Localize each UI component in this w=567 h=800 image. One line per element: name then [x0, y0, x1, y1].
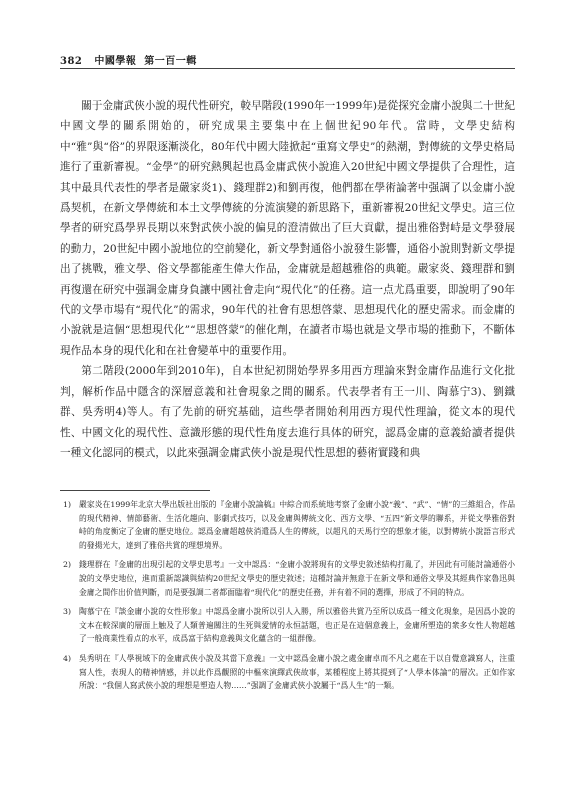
- footnote: [60, 652, 515, 693]
- body-text: [60, 96, 515, 463]
- footnote-number: 3): [63, 607, 72, 617]
- footnote-text: 吳秀明在『人學視域下的金庸武俠小說及其當下意義』一文中認爲金庸小說之處金庸卓而不凡之處在于以自覺意識寫人，注重寫人性，表現人的精神情感，并以此作爲觀照的中樞來演繹武俠故事，某種程度上將其提到了“人學本体論”的層次。正如作家所說：“我個人寫武俠小說的理想是塑造人物……”强調了金庸武俠小說屬于“爲人生”的一類。: [79, 653, 515, 691]
- footnote-text: 嚴家炎在1999年北京大學出版社出版的『金庸小說論稿』中綜合而系統地考察了金庸小說“義”、“武”、“情”的三維組合，作品的現代精神、情節藝術、生活化趨向、影劇式技巧，以及金庸與傳統文化、西方文學、“五四”新文學的聯系，并從文學雅俗對峙的角度衡定了金庸的歷史地位。認爲金庸超越俠消遣爲人生的傳統，以超凡的天馬行空的想象才能，以對傳統小說語言形式的發揚光大，達到了雅俗共賞的理想境界。: [79, 500, 515, 550]
- footnote: [60, 498, 515, 552]
- issue-label: 第一百一輯: [144, 56, 197, 67]
- page-number: 382: [60, 56, 83, 67]
- paragraph: 第二階段(2000年到2010年)，自本世紀初開始學界多用西方理論來對金庸作品進行文化批判，解析作品中隱含的深層意義和社會現象之間的關系。代表學者有王一川、陶慕宁3)、劉鐵群、吳秀明4)等人。有了先前的研究基础，這些學者開始利用西方現代性理論，從文本的現代性、中國文化的現代性、意識形態的現代性角度去進行具体的研究，認爲金庸的意義給讀者提供一種文化認同的模式，以此來强調金庸武俠小說是現代性思想的藝術實踐和典: [60, 365, 515, 459]
- footnote-number: 2): [63, 560, 72, 570]
- journal-title: 中國學報: [94, 56, 137, 67]
- paragraph: 關于金庸武俠小說的現代性研究，較早階段(1990年一1999年)是從探究金庸小說與二十世紀中國文學的關系開始的，研究成果主要集中在上個世紀90年代。當時，文學史結构中“雅”與“俗”的界限逐漸淡化，80年代中國大陸掀起“重寫文學史”的熱潮，對傳統的文學史格局進行了重新審視。“金學”的研究熱興起也爲金庸武俠小說進入20世紀中國文學提供了合理性，這其中最具代表性的學者是嚴家炎1)、錢理群2)和劉再復，他們都在學術論著中强調了以金庸小說爲契机，在新文學傳統和本土文學傳統的分流演變的新思路下，重新審視20世紀文學史。這三位學者的研究爲學界長期以來對武俠小說的偏見的澄清做出了巨大貢獻，提出雅俗對峙是文學發展的動力，20世紀中國小說地位的空前變化，新文學對通俗小說發生影響，通俗小說則對新文學提出了挑戰，雅文學、俗文學都能產生偉大作品，金庸就是超越雅俗的典範。嚴家炎、錢理群和劉再復還在研究中强調金庸身負讓中國社會走向“現代化”的任務。這一点尤爲重要，即說明了90年代的文學市場有“現代化”的需求，90年代的社會有思想啓蒙、思想現代化的歷史需求。而金庸的小說就是這個“思想現代化”“思想啓蒙”的催化劑，在讀者市場也就是文學市場的推動下，不斷体現作品本身的現代化和在社會變革中的重要作用。: [60, 100, 515, 357]
- page-header: [60, 52, 515, 68]
- header-divider: [60, 68, 515, 69]
- footnote: [60, 558, 515, 599]
- footnote-divider: [60, 490, 210, 491]
- footnote-text: 錢理群在『金庸的出現引起的文學史思考』一文中認爲：“金庸小說將現有的文學史敘述結构打亂了，并因此有可能討論通俗小說的文學史地位，進而重新認識與結构20世紀文學史的歷史敘述；這種討論并無意于在新文學和通俗文學及其經典作家魯迅與金庸之間作出价值判斷，而是要强調二者都面臨着“現代化”的歷史任務，并有着不同的選擇，形成了不同的特点。: [79, 560, 515, 597]
- footnote-number: 1): [63, 500, 72, 509]
- footnotes: [60, 498, 515, 699]
- footnote-text: 陶慕宁在『談金庸小說的女性形象』中認爲金庸小說所以引人入勝，所以雅俗共賞乃至所以成爲一種文化現象，是因爲小說的文本在較深廣的層面上触及了人類普遍關注的生死與愛情的永恒話題，也正是在這個意義上，金庸所塑造的衆多女性人物超越了一般商業性看点的水平，成爲富于結构意義與文化蘊含的一組群像。: [79, 607, 515, 644]
- footnote-number: 4): [63, 653, 72, 663]
- footnote: [60, 605, 515, 646]
